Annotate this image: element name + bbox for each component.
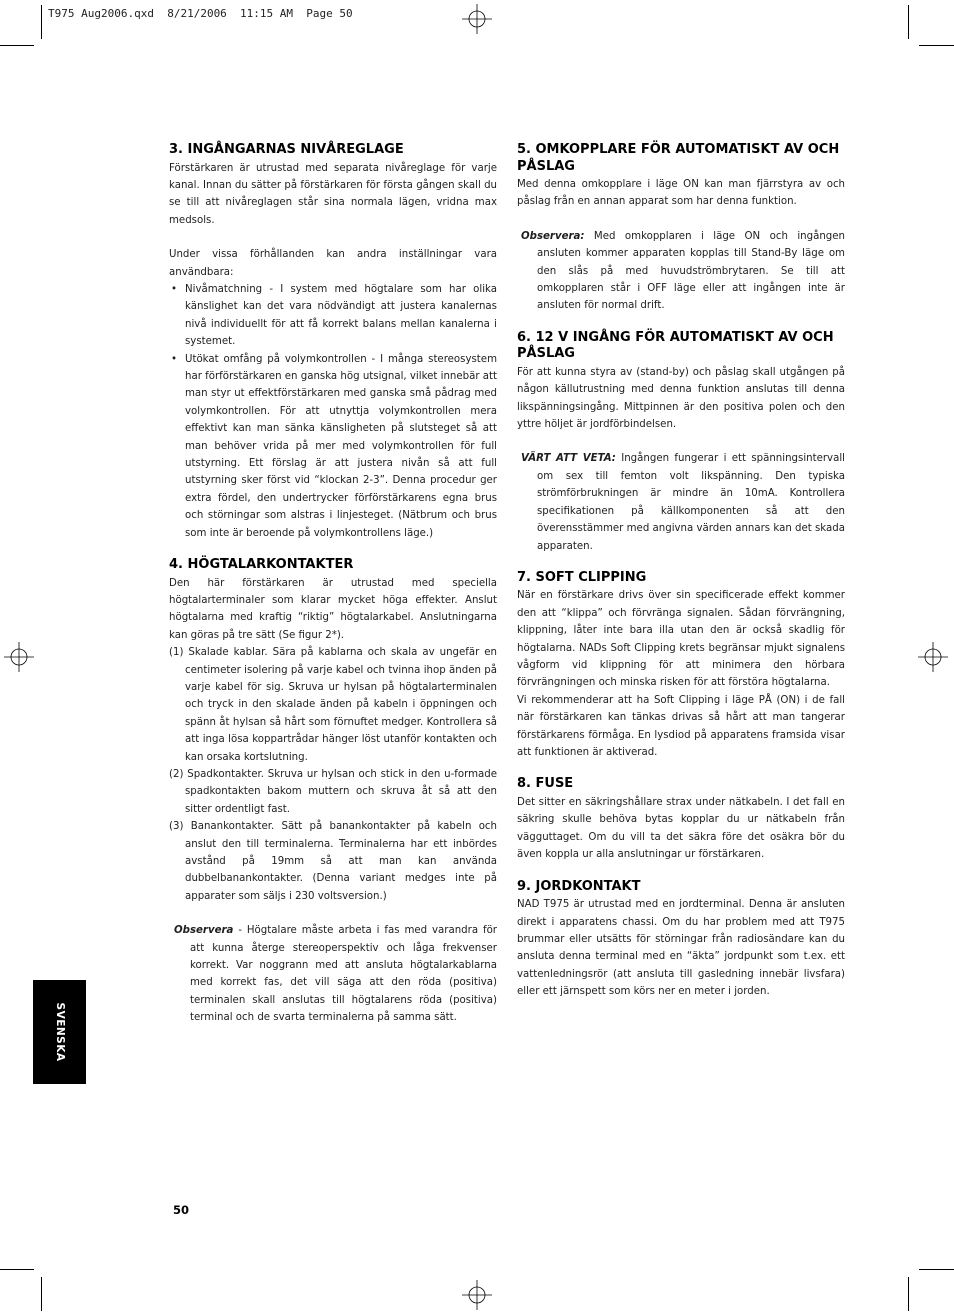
paragraph: När en förstärkare drivs över sin specificerade effekt kommer den att “klippa” och förvränga signalen. Sådan förvrängning, klippning, låter inte bara illa utan den är också skadlig för högtalarna. NADs Soft Clipping krets begränsar mjukt signalens vågform vid klippning för att minimera den hörbara förvrängningen och minska risken för att förstöra högtalarna. [517,590,845,689]
note [517,228,845,315]
left-column [169,142,497,1027]
list-item: • Utökat omfång på volymkontrollen - I många stereosystem har förförstärkaren en ganska hög utsignal, vilket innebär att man styr ut effektförstärkaren med ganska små pådrag med volymkontrollen. För att utnyttja volymkontrollen mera effektivt kan man sänka känsligheten på slutsteget så att man behöver vrida på mer med volymkontrollen för full utstyrning. Ett förslag är att justera nivån så att full utstyrning sker först vid “klockan 2-3”. Denna procedur ger extra fördel, den undertrycker förförstärkarens egna brus och störningar som alstras i linjesteget. (Nätbrum och brus som inte är beroende på volymkontrollens läge.) [169,351,497,542]
section-heading: 9. JORDKONTAKT [517,878,641,894]
registration-mark-icon [462,4,492,34]
paragraph: För att kunna styra av (stand-by) och påslag skall utgången på någon källutrustning med denna funktion anslutas till denna likspänningsingång. Mittpinnen är den positiva polen och den yttre höljet är jordförbindelsen. [517,366,845,431]
registration-mark-icon [918,642,948,672]
paragraph: Den här förstärkaren är utrustad med speciella högtalarterminaler som klarar mycket höga effekter. Anslut högtalarna med kraftig “riktig” högtalarkabel. Anslutningarna kan göras på tre sätt (Se figur 2*). [169,577,497,641]
list-item: (3) Banankontakter. Sätt på banankontakter på kabeln och anslut den till terminalerna. Terminalerna har ett inbördes avstånd på 19mm så att man kan använda dubbelbanankontakter. (Denna variant medges inte på apparater som säljs i 230 voltsversion.) [169,821,497,902]
section-heading: 6. 12 V INGÅNG FÖR AUTOMATISKT AV OCH PÅSLAG [517,329,834,362]
crop-mark [919,1269,954,1270]
note-text: Med omkopplaren i läge ON och ingången ansluten kommer apparaten kopplas till Stand-By läge om den slås på med huvudströmbrytaren. Se till att omkopplaren står i OFF läge eller att ingången inte är ansluten för normal drift. [537,230,845,312]
language-tab [33,980,86,1084]
crop-mark [908,1277,909,1311]
list-item: • Nivåmatchning - I system med högtalare som har olika känslighet kan det vara nödvändigt att justera kanalernas nivå individuellt för att få korrekt balans mellan kanalerna i systemet. [169,281,497,351]
crop-mark [0,45,34,46]
bullet-list [169,281,497,542]
numbered-list [169,644,497,905]
crop-mark [41,1277,42,1311]
print-slug: T975 Aug2006.qxd 8/21/2006 11:15 AM Page 50 [48,7,353,20]
list-item: (1) Skalade kablar. Sära på kablarna och skala av ungefär en centimeter isolering på varje kabel och tvinna ihop änden på varje kabel för sig. Skruva ur hylsan på högtalarterminalen och tryck in den skalade änden på kabeln i öppningen och spänn åt hylsan så hårt som förnuftet medger. Kontrollera så att inga lösa koppartrådar hänger löst utanför kontakten och kan orsaka kortslutning. [169,647,497,763]
paragraph: NAD T975 är utrustad med en jordterminal. Denna är ansluten direkt i apparatens chassi. Om du har problem med att T975 brummar eller utsätts för störningar från radiosändare kan du ansluta denna terminal med en “äkta” jordpunkt som t.ex. ett vattenledningsrör (att ansluta till gasledning innebär livsfara) eller ett järnspett som körs ner en meter i jorden. [517,899,845,998]
registration-mark-icon [462,1280,492,1310]
note-label: Observera [174,925,234,937]
section-heading: 7. SOFT CLIPPING [517,569,647,585]
section-heading: 4. HÖGTALARKONTAKTER [169,557,354,573]
page-number: 50 [173,1203,190,1217]
note-text: Ingången fungerar i ett spänningsintervall om sex till femton volt likspänning. Den typiska strömförbrukningen är mindre än 10mA. Kontrollera specifikationen på källkomponenten så att den överensstämmer med angivna värden annars kan det skada apparaten. [537,453,845,552]
crop-mark [908,5,909,39]
note-text: - Högtalare måste arbeta i fas med varandra för att kunna återge stereoperspektiv och låga frekvenser korrekt. Var noggrann med att ansluta högtalarkablarna med korrekt fas, det vill säga att den röda (positiva) terminalen skall anslutas till högtalarens röda (positiva) terminal och de svarta terminalerna på samma sätt. [190,925,497,1024]
language-tab-label: SVENSKA [53,1002,66,1062]
crop-mark [919,45,954,46]
registration-mark-icon [4,642,34,672]
note-label: Observera: [521,230,585,242]
note [169,922,497,1026]
section-heading: 8. FUSE [517,776,574,792]
section-heading: 3. INGÅNGARNAS NIVÅREGLAGE [169,142,404,157]
paragraph: Under vissa förhållanden kan andra inställningar vara användbara: [169,249,497,278]
note-label: VÄRT ATT VETA: [521,453,616,465]
note [517,450,845,554]
crop-mark [0,1269,34,1270]
section-heading: 5. OMKOPPLARE FÖR AUTOMATISKT AV OCH PÅSLAG [517,142,840,174]
list-item: (2) Spadkontakter. Skruva ur hylsan och stick in den u-formade spadkontakten bakom muttern och skruva åt så att den sitter ordentligt fast. [169,769,497,815]
paragraph: Förstärkaren är utrustad med separata nivåreglage för varje kanal. Innan du sätter på förstärkaren för första gången skall du se till att nivåreglagen står sina normala lägen, vridna max medsols. [169,162,497,226]
crop-mark [41,5,42,39]
paragraph: Det sitter en säkringshållare strax under nätkabeln. I det fall en säkring skulle behöva bytas kopplar du ur nätkabeln från vägguttaget. Om du vill ta det säkra före det osäkra bör du även koppla ur alla anslutningar ur förstärkaren. [517,796,845,861]
paragraph: Med denna omkopplare i läge ON kan man fjärrstyra av och påslag från en annan apparat som har denna funktion. [517,179,845,208]
paragraph: Vi rekommenderar att ha Soft Clipping i läge PÅ (ON) i de fall när förstärkaren kan tänkas drivas så hårt att man tangerar förstärkarens förmåga. En lysdiod på apparatens framsida visar att funktionen är aktiverad. [517,694,845,759]
right-column [517,142,845,1001]
